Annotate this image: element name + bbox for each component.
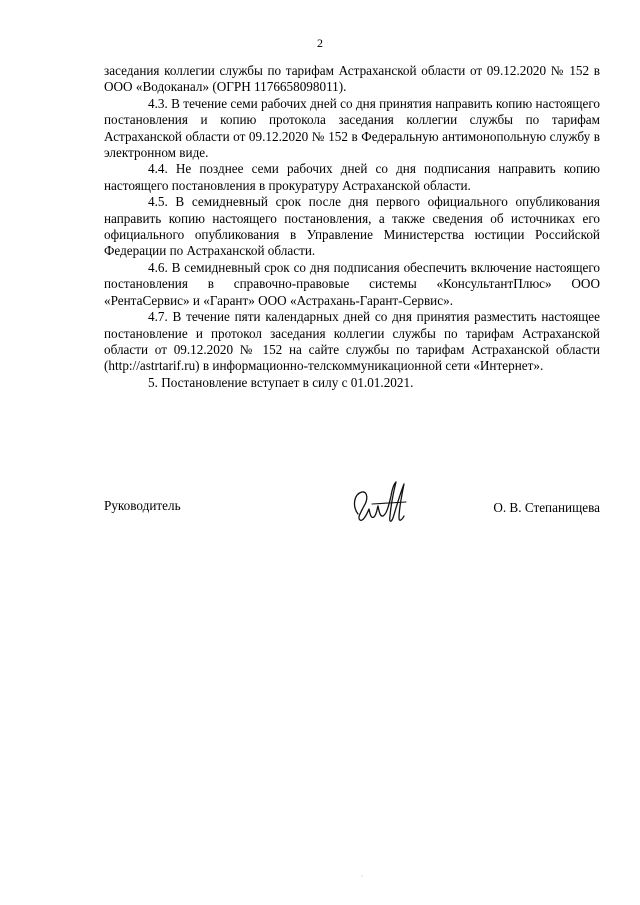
paragraph-4-7: 4.7. В течение пяти календарных дней со дня принятия разместить настоящее постановление и протокол заседания коллегии службы по тарифам Астраханской области от 09.12.2020 № 152 на сайте службы по тарифам Астраханской области (http://astrtarif.ru) в информационно-телскоммуникационной сети «Интернет».: [104, 309, 600, 374]
paragraph-4-5: 4.5. В семидневный срок после дня первого официального опубликования направить копию настоящего постановления, а также сведения об источниках его официального опубликования в Управление Министерства юстиции Российской Федерации по Астраханской области.: [104, 194, 600, 259]
handwritten-signature: [344, 476, 424, 532]
signature-block: [104, 496, 600, 536]
signatory-title: Руководитель: [104, 498, 181, 513]
signatory-name: О. В. Степанищева: [493, 500, 600, 515]
paragraph-4-4: 4.4. Не позднее семи рабочих дней со дня подписания направить копию настоящего постановления в прокуратуру Астраханской области.: [104, 161, 600, 193]
document-body: [104, 63, 600, 391]
paragraph-4-3: 4.3. В течение семи рабочих дней со дня принятия направить копию настоящего постановления и копию протокола заседания коллегии службы по тарифам Астраханской области от 09.12.2020 № 152 в Федеральную антимонопольную службу в электронном виде.: [104, 95, 600, 161]
paragraph-4-6: 4.6. В семидневный срок со дня подписания обеспечить включение настоящего постановления в справочно-правовые системы «КонсультантПлюс» ООО «РентаСервис» и «Гарант» ООО «Астрахань-Гарант-Сервис».: [104, 259, 600, 308]
scan-artifact-mark: `: [361, 876, 363, 882]
paragraph-5: 5. Постановление вступает в силу с 01.01.2021.: [148, 374, 414, 390]
paragraph-continuation: заседания коллегии службы по тарифам Астраханской области от 09.12.2020 № 152 в ООО «Водоканал» (ОГРН 1176658098011).: [104, 63, 600, 95]
page-number: 2: [317, 36, 323, 50]
